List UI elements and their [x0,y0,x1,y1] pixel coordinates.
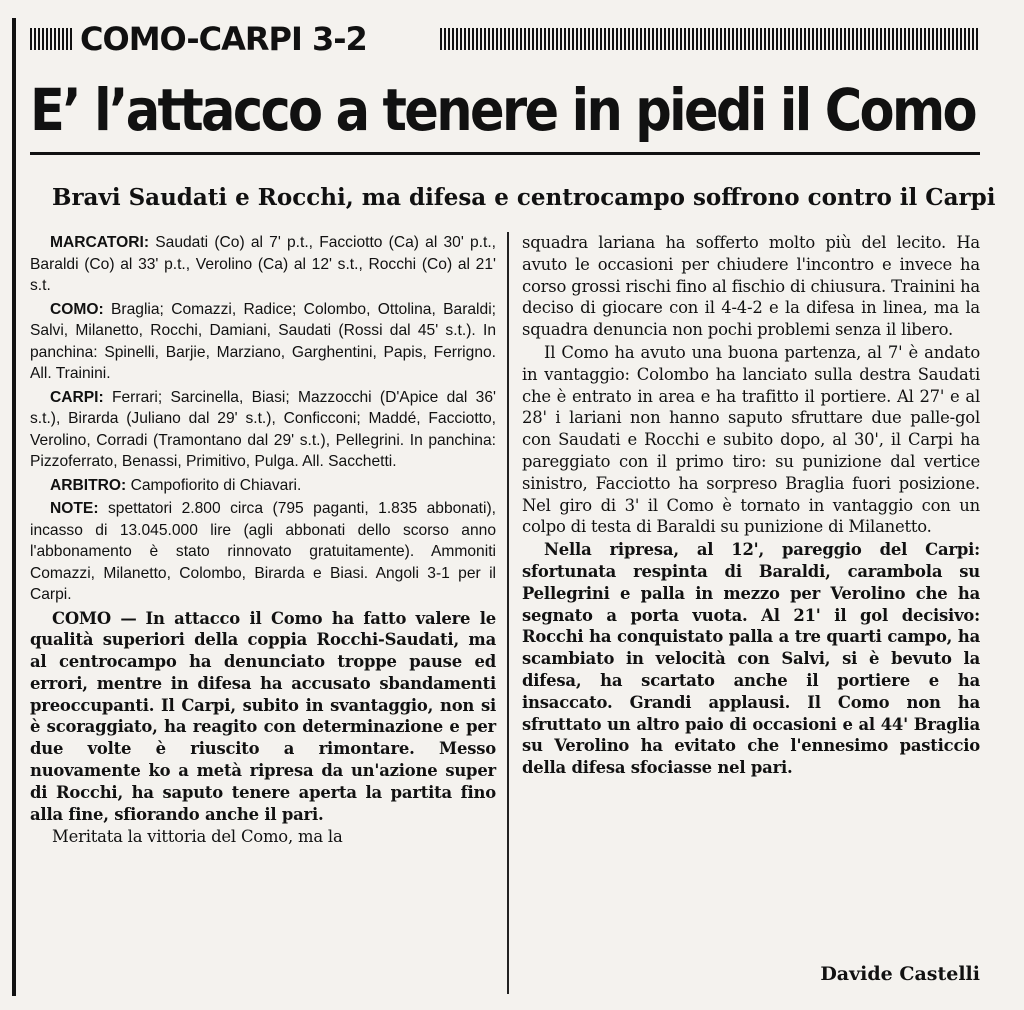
note-text: spettatori 2.800 circa (795 paganti, 1.835 abbonati), incasso di 13.045.000 lire (agli abbonati dello scorso anno l'abbonamento è stato rinnovato gratuitamente). Ammoniti Comazzi, Milanetto, Colombo, Birarda e Biasi. Angoli 3-1 per il Carpi. [30,500,496,603]
como-text: Braglia; Comazzi, Radice; Colombo, Ottolina, Baraldi; Salvi, Milanetto, Rocchi, Damiani, Saudati (Rossi dal 45' s.t.). In panchina: Spinelli, Barjie, Marziano, Garghentini, Papis, Ferrigno. All. Trainini. [30,300,496,382]
subheadline: Bravi Saudati e Rocchi, ma difesa e centrocampo soffrono contro il Carpi [52,184,996,211]
byline: Davide Castelli [820,963,980,985]
arbitro-line [30,475,496,497]
body-paragraph-3: Il Como ha avuto una buona partenza, al 7' è andato in vantaggio: Colombo ha lanciato sulla destra Saudati che è entrato in area e ha trafitto il portiere. Al 27' e al 28' i lariani non hanno saputo sfruttare due palle-gol con Saudati e Rocchi e subito dopo, al 30', il Carpi ha pareggiato con il primo tiro: su punizione dal vertice sinistro, Facciotto ha sorpreso Braglia fuori posizione. Nel giro di 3' il Como è tornato in vantaggio con un colpo di testa di Baraldi su punizione di Milanetto. [522,342,980,537]
body-paragraph-2-start: Meritata la vittoria del Como, ma la [52,827,343,847]
body-paragraph-1-text: In attacco il Como ha fatto valere le qualità superiori della coppia Rocchi-Saudati, ma al centrocampo ha denunciato troppe pause ed errori, mentre in difesa ha accusato sbandamenti preoccupanti. Il Carpi, subito in svantaggio, non si è scoraggiato, ha reagito con determinazione e per due volte è riuscito a rimontare. Messo nuovamente ko a metà ripresa da un'azione super di Rocchi, ha saputo tenere aperta la partita fino alla fine, sfiorando anche il pari. [30,608,496,824]
match-info [30,232,496,606]
note-label: NOTE: [50,500,99,517]
como-lineup [30,299,496,385]
kicker: COMO-CARPI 3-2 [80,20,367,58]
como-label: COMO: [50,300,104,318]
right-column [522,232,980,780]
kicker-hatch-left [30,28,74,50]
carpi-text: Ferrari; Sarcinella, Biasi; Mazzocchi (D'Apice dal 36' s.t.), Birarda (Juliano dal 29' s.t.), Conficconi; Maddé, Facciotto, Verolino, Corradi (Tramontano dal 29' s.t.), Pellegrini. In panchina: Pizzoferrato, Benassi, Primitivo, Pulga. All. Sacchetti. [30,388,496,470]
headline: E’ l’attacco a tenere in piedi il Como [30,76,975,144]
arbitro-text: Campofiorito di Chiavari. [130,476,302,494]
marcatori-text: Saudati (Co) al 7' p.t., Facciotto (Ca) al 30' p.t., Baraldi (Co) al 33' p.t., Verolino (Ca) al 12' s.t., Rocchi (Co) al 21' s.t. [30,234,496,294]
carpi-lineup [30,387,496,473]
body-left [30,608,496,849]
left-margin-rule [12,18,16,996]
kicker-row [30,18,980,60]
note-line [30,498,496,606]
kicker-hatch-right [440,28,980,50]
column-rule [507,232,509,994]
body-paragraph-2-end: squadra lariana ha sofferto molto più del lecito. Ha avuto le occasioni per chiudere l'incontro e invece ha corso grossi rischi fino al fischio di chiusura. Trainini ha deciso di giocare con il 4-4-2 e la difesa in linea, ma la squadra denuncia non pochi problemi senza il libero. [522,233,980,340]
marcatori-label: MARCATORI: [50,234,150,251]
carpi-label: CARPI: [50,388,104,406]
body-paragraph-1 [30,608,496,826]
headline-rule [30,152,980,155]
body-paragraph-4: Nella ripresa, al 12', pareggio del Carpi: sfortunata respinta di Baraldi, carambola su Pellegrini e palla in mezzo per Verolino che ha segnato a porta vuota. Al 21' il gol decisivo: Rocchi ha conquistato palla a tre quarti campo, ha scambiato in velocità con Salvi, si è bevuto la difesa, ha scartato anche il portiere e ha insaccato. Grandi applausi. Il Como non ha sfruttato un altro paio di occasioni e al 44' Braglia su Verolino ha evitato che l'ennesimo pasticcio della difesa sfociasse nel pari. [522,540,980,778]
marcatori-line [30,232,496,297]
arbitro-label: ARBITRO: [50,476,127,494]
dateline: COMO — [52,608,137,628]
left-column [30,232,496,849]
